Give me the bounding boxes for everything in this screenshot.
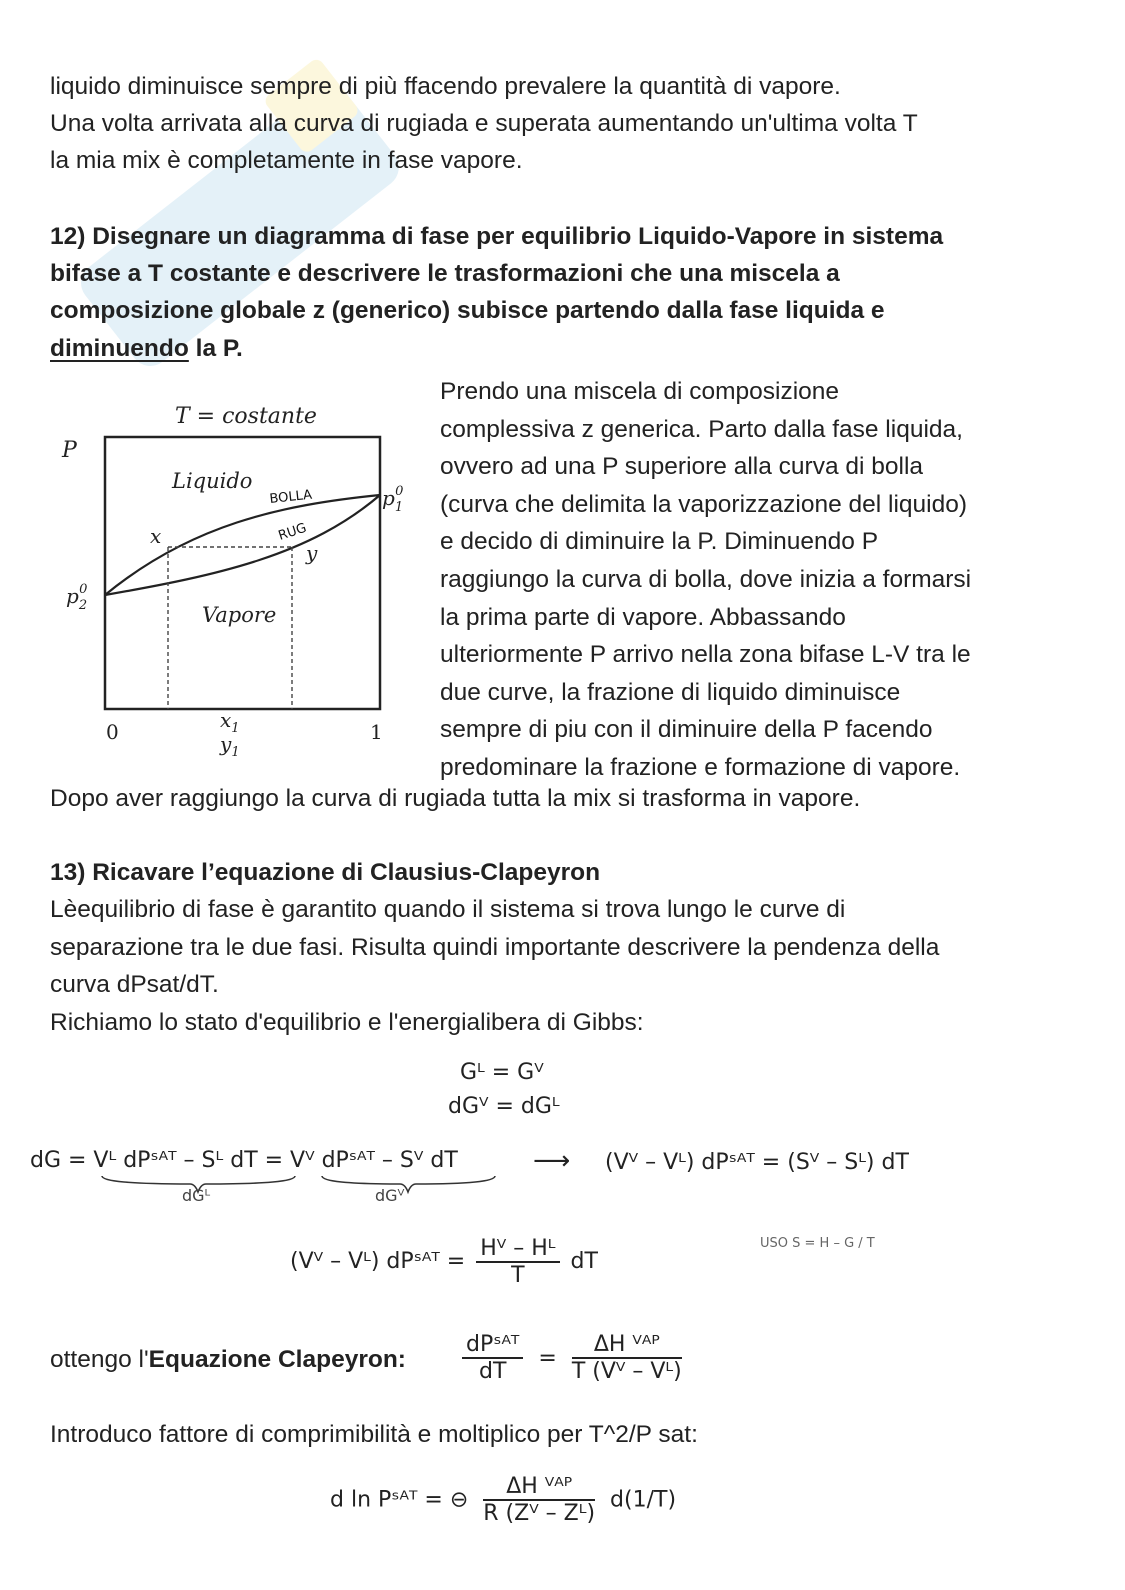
liquid-region-label: Liquido (172, 469, 253, 493)
cc-num: ΔH ⱽᴬᴾ (483, 1474, 595, 1501)
answer-line: la prima parte di vapore. Abbassando (440, 603, 846, 631)
diagram-title: T = costante (175, 404, 317, 429)
answer-line: predominare la frazione e formazione di vapore. (440, 753, 961, 781)
answer-line: Prendo una miscela di composizione (440, 378, 840, 405)
equation-enthalpy-right: dT (563, 1249, 598, 1274)
p1-label: $p_10$ (382, 484, 404, 515)
equation-clapeyron: dPˢᴬᵀ dT = ΔH ⱽᴬᴾ T (Vⱽ – Vᴸ) (462, 1332, 682, 1384)
answer-line: due curve, la frazione di liquido diminuisce (440, 678, 901, 706)
clapeyron-rden: T (Vⱽ – Vᴸ) (571, 1359, 682, 1384)
cc-left: d ln Pˢᴬᵀ = ⊖ (330, 1487, 469, 1513)
tick-1: 1 (370, 720, 383, 744)
diagram-y-axis-label: P (62, 438, 77, 463)
arrow-icon: ⟶ (533, 1146, 571, 1176)
answer-line: sempre di piu con il diminuire della P facendo (440, 716, 933, 744)
bolla-label: BOLLA (268, 487, 313, 507)
equation-clausius-clapeyron (330, 1474, 676, 1526)
clapeyron-bold: Equazione Clapeyron: (148, 1346, 406, 1373)
text-line: separazione tra le due fasi. Risulta quindi importante descrivere la pendenza della (50, 934, 940, 961)
p2-label: $p_20$ (66, 582, 88, 613)
clapeyron-rnum: ΔH ⱽᴬᴾ (572, 1332, 682, 1359)
cc-right: d(1/T) (610, 1487, 677, 1513)
equation-volume-entropy: (Vⱽ – Vᴸ) dPˢᴬᵀ = (Sⱽ – Sᴸ) dT (605, 1150, 909, 1175)
equation-dg-expansion (30, 1148, 458, 1173)
answer-line: (curva che delimita la vaporizzazione del liquido) (440, 490, 968, 518)
x1-label: $x_1$ (220, 708, 240, 736)
brace-label-liquid: dGᴸ (182, 1186, 211, 1205)
text-line: Lèequilibrio di fase è garantito quando il sistema si trova lungo le curve di (50, 896, 846, 923)
y1-label: $y_1$ (220, 732, 240, 760)
clapeyron-den: dT (478, 1359, 507, 1384)
underlined-word: diminuendo (50, 335, 189, 362)
tick-0: 0 (106, 720, 119, 744)
clapeyron-num: dPˢᴬᵀ (462, 1332, 523, 1359)
text-line: la mia mix è completamente in fase vapore. (50, 147, 523, 174)
question-12-title: bifase a T costante e descrivere le trasformazioni che una miscela a (50, 260, 840, 287)
phase-diagram (50, 385, 430, 775)
answer-line: raggiungo la curva di bolla, dove inizia a formarsi (440, 565, 972, 593)
question-12-title-last (50, 330, 243, 368)
answer-line: ulteriormente P arrivo nella zona bifase L-V tra le (440, 641, 971, 669)
entropy-note: USO S = H – G / T (760, 1236, 875, 1251)
equation-enthalpy (290, 1236, 598, 1288)
equation-enthalpy-den: T (511, 1263, 525, 1288)
text-line: Dopo aver raggiungo la curva di rugiada tutta la mix si trasforma in vapore. (50, 785, 861, 812)
text-line: Introduco fattore di comprimibilità e moltiplico per T^2/P sat: (50, 1421, 698, 1448)
question-13-title: 13) Ricavare l’equazione di Clausius-Clapeyron (50, 859, 601, 886)
answer-line: ovvero ad una P superiore alla curva di bolla (440, 453, 924, 481)
cc-den: R (Zⱽ – Zᴸ) (483, 1501, 596, 1526)
text-line: liquido diminuisce sempre di più ffacendo prevalere la quantità di vapore. (50, 73, 841, 100)
answer-line: complessiva z generica. Parto dalla fase liquida, (440, 415, 963, 443)
equation-enthalpy-left: (Vⱽ – Vᴸ) dPˢᴬᵀ = (290, 1249, 473, 1274)
text-line: Richiamo lo stato d'equilibrio e l'energialibera di Gibbs: (50, 1009, 644, 1036)
dew-curve (105, 495, 380, 595)
rug-label: RUG (276, 520, 309, 544)
x-point-label: x (150, 524, 162, 548)
clapeyron-prefix: ottengo l' (50, 1346, 149, 1373)
question-12-title: 12) Disegnare un diagramma di fase per equilibrio Liquido-Vapore in sistema (50, 223, 944, 250)
bubble-curve (105, 495, 380, 595)
question-12-tail: la P. (188, 335, 243, 362)
question-12-title: composizione globale z (generico) subisce partendo dalla fase liquida e (50, 297, 885, 324)
equation-dg-equal: dGⱽ = dGᴸ (448, 1094, 560, 1119)
answer-line: e decido di diminuire la P. Diminuendo P (440, 528, 879, 556)
equation-enthalpy-num: Hⱽ – Hᴸ (476, 1236, 559, 1263)
vapor-region-label: Vapore (202, 603, 277, 627)
text-line: curva dPsat/dT. (50, 971, 219, 998)
equation-gibbs-equal: Gᴸ = Gⱽ (460, 1060, 544, 1085)
question-12-answer (440, 373, 1080, 787)
text-line: Una volta arrivata alla curva di rugiada e superata aumentando un'ultima volta T (50, 110, 918, 137)
equation-dg-vapor: Vⱽ dPˢᴬᵀ – Sⱽ dT (290, 1148, 458, 1173)
equation-dg-liquid: dG = Vᴸ dPˢᴬᵀ – Sᴸ dT = (30, 1148, 291, 1173)
underbraces (90, 1172, 510, 1196)
brace-label-vapor: dGⱽ (375, 1186, 405, 1205)
y-point-label: y (306, 541, 318, 565)
clapeyron-line (50, 1341, 406, 1379)
